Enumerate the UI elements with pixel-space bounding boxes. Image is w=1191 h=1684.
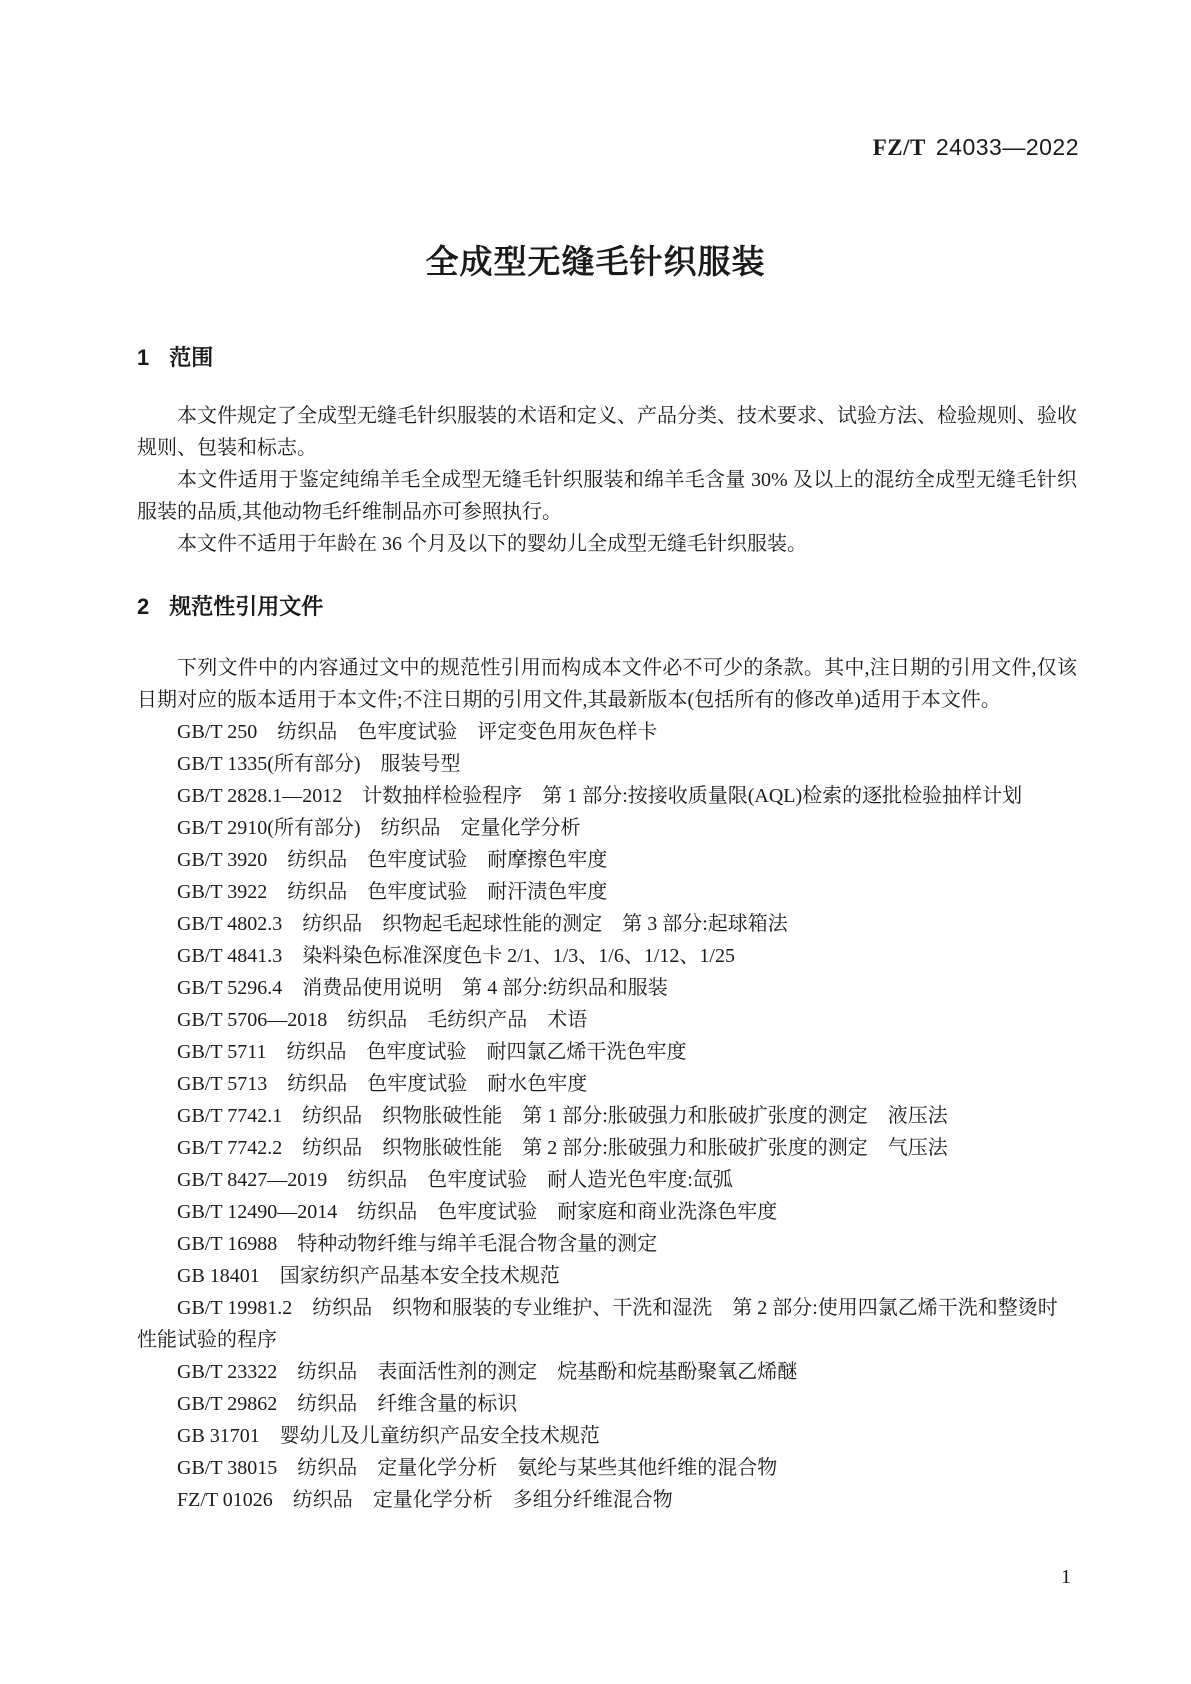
references-intro: 下列文件中的内容通过文中的规范性引用而构成本文件必不可少的条款。其中,注日期的引用文件,仅该日期对应的版本适用于本文件;不注日期的引用文件,其最新版本(包括所有的修改单)适用于本文件。 <box>137 657 1077 711</box>
standard-code-number: 24033—2022 <box>935 134 1079 160</box>
reference-item: GB/T 12490—2014 纺织品 色牢度试验 耐家庭和商业洗涤色牢度 <box>177 1201 778 1223</box>
standard-code-header <box>873 134 1079 161</box>
scope-paragraph: 本文件适用于鉴定纯绵羊毛全成型无缝毛针织服装和绵羊毛含量 30% 及以上的混纺全成型无缝毛针织服装的品质,其他动物毛纤维制品亦可参照执行。 <box>137 469 1077 523</box>
reference-item: GB/T 3922 纺织品 色牢度试验 耐汗渍色牢度 <box>177 881 608 903</box>
references-list <box>137 716 1077 1516</box>
reference-item: GB/T 3920 纺织品 色牢度试验 耐摩擦色牢度 <box>177 849 608 871</box>
reference-item: GB/T 1335(所有部分) 服装号型 <box>177 753 461 775</box>
reference-item: GB/T 38015 纺织品 定量化学分析 氨纶与某些其他纤维的混合物 <box>177 1457 778 1479</box>
scope-paragraphs <box>137 400 1077 560</box>
reference-item: GB/T 5706—2018 纺织品 毛纺织产品 术语 <box>177 1009 588 1031</box>
reference-item: GB/T 2828.1—2012 计数抽样检验程序 第 1 部分:按接收质量限(AQL)检索的逐批检验抽样计划 <box>177 785 1023 807</box>
reference-item: GB 18401 国家纺织产品基本安全技术规范 <box>177 1265 560 1287</box>
reference-item: GB/T 16988 特种动物纤维与绵羊毛混合物含量的测定 <box>177 1233 658 1255</box>
section-title: 规范性引用文件 <box>169 594 324 619</box>
reference-item: GB/T 29862 纺织品 纤维含量的标识 <box>177 1393 518 1415</box>
reference-item: FZ/T 01026 纺织品 定量化学分析 多组分纤维混合物 <box>177 1489 673 1511</box>
section-number: 1 <box>137 345 150 370</box>
standard-code-prefix: FZ/T <box>872 135 926 160</box>
page-number: 1 <box>1061 1566 1071 1588</box>
scope-paragraph: 本文件不适用于年龄在 36 个月及以下的婴幼儿全成型无缝毛针织服装。 <box>177 533 807 555</box>
reference-item: GB 31701 婴幼儿及儿童纺织产品安全技术规范 <box>177 1425 600 1447</box>
reference-item: GB/T 4841.3 染料染色标准深度色卡 2/1、1/3、1/6、1/12、1/25 <box>177 945 735 967</box>
document-title: 全成型无缝毛针织服装 <box>425 243 766 280</box>
reference-item: GB/T 5711 纺织品 色牢度试验 耐四氯乙烯干洗色牢度 <box>177 1041 687 1063</box>
reference-item: GB/T 7742.2 纺织品 织物胀破性能 第 2 部分:胀破强力和胀破扩张度的测定 气压法 <box>177 1137 948 1159</box>
section-number: 2 <box>137 594 150 619</box>
reference-item: GB/T 4802.3 纺织品 织物起毛起球性能的测定 第 3 部分:起球箱法 <box>177 913 788 935</box>
section-title: 范围 <box>169 345 214 370</box>
reference-item: GB/T 250 纺织品 色牢度试验 评定变色用灰色样卡 <box>177 721 658 743</box>
reference-item: GB/T 7742.1 纺织品 织物胀破性能 第 1 部分:胀破强力和胀破扩张度的测定 液压法 <box>177 1105 948 1127</box>
reference-item: GB/T 19981.2 纺织品 织物和服装的专业维护、干洗和湿洗 第 2 部分:使用四氯乙烯干洗和整烫时性能试验的程序 <box>137 1297 1058 1351</box>
reference-item: GB/T 2910(所有部分) 纺织品 定量化学分析 <box>177 817 581 839</box>
reference-item: GB/T 5296.4 消费品使用说明 第 4 部分:纺织品和服装 <box>177 977 668 999</box>
section-heading-scope <box>137 345 1077 371</box>
reference-item: GB/T 23322 纺织品 表面活性剂的测定 烷基酚和烷基酚聚氧乙烯醚 <box>177 1361 798 1383</box>
section-heading-references <box>137 594 1077 620</box>
scope-paragraph: 本文件规定了全成型无缝毛针织服装的术语和定义、产品分类、技术要求、试验方法、检验规则、验收规则、包装和标志。 <box>137 405 1077 459</box>
reference-item: GB/T 5713 纺织品 色牢度试验 耐水色牢度 <box>177 1073 588 1095</box>
reference-item: GB/T 8427—2019 纺织品 色牢度试验 耐人造光色牢度:氙弧 <box>177 1169 733 1191</box>
document-body <box>137 345 1077 1516</box>
